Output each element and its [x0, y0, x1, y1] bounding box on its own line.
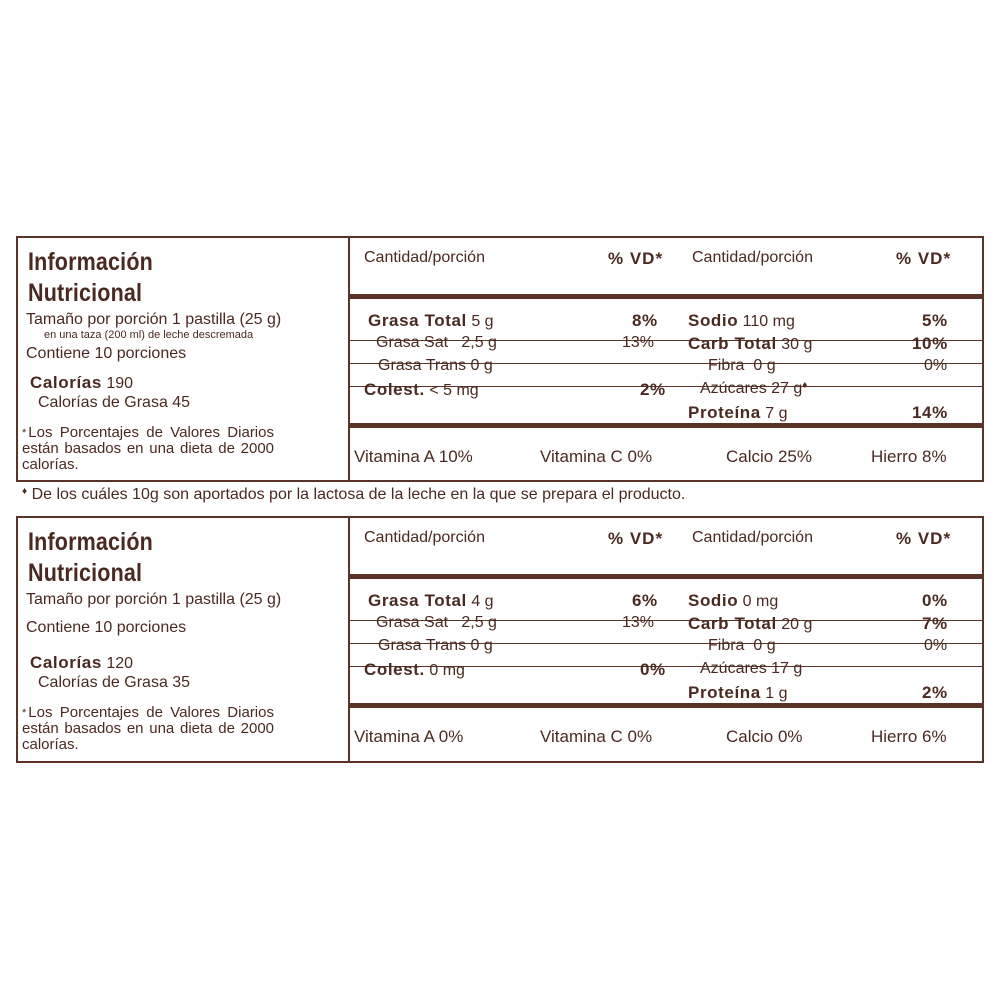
- vitamin-c: Vitamina C 0%: [540, 447, 653, 466]
- calories-value: 190: [106, 375, 134, 392]
- diamond-icon: ♦: [802, 380, 808, 391]
- protein-label: Proteína: [688, 683, 761, 702]
- dv-note: [22, 425, 274, 473]
- sat-fat-dv: 13%: [622, 614, 655, 631]
- header-amount-left: Cantidad/porción: [364, 529, 485, 546]
- dv-note: [22, 705, 274, 753]
- sugars-row: [700, 381, 807, 397]
- servings-per-container: Contiene 10 porciones: [26, 345, 187, 362]
- header-amount-right: Cantidad/porción: [692, 249, 813, 266]
- cholesterol-label: Colest.: [364, 380, 425, 399]
- protein-row: [688, 404, 788, 422]
- carb-value: 20 g: [781, 616, 813, 633]
- cholesterol-dv: 0%: [640, 660, 666, 679]
- vitamin-a: Vitamina A 10%: [354, 447, 473, 466]
- total-fat-row: [368, 312, 494, 330]
- carb-label: Carb Total: [688, 334, 777, 353]
- panel-title-line2: Nutricional: [28, 279, 143, 307]
- trans-fat: Grasa Trans 0 g: [378, 357, 493, 374]
- dv-note-text: Los Porcentajes de Valores Diarios están basados en una dieta de 2000 calorías.: [22, 424, 274, 473]
- total-fat-value: 4 g: [471, 593, 494, 610]
- fat-calories: Calorías de Grasa 45: [38, 394, 191, 411]
- header-amount-right: Cantidad/porción: [692, 529, 813, 546]
- sodium-value: 0 mg: [742, 593, 779, 610]
- calcium: Calcio 25%: [726, 447, 812, 466]
- dv-note-text: Los Porcentajes de Valores Diarios están basados en una dieta de 2000 calorías.: [22, 704, 274, 753]
- servings-per-container: Contiene 10 porciones: [26, 619, 187, 636]
- total-fat-dv: 6%: [632, 591, 658, 610]
- divider-thick: [348, 294, 982, 299]
- divider-vertical: [348, 518, 350, 761]
- total-fat-value: 5 g: [471, 313, 494, 330]
- cholesterol-row: [364, 381, 479, 399]
- asterisk-icon: *: [22, 427, 27, 439]
- protein-row: [688, 684, 788, 702]
- sodium-label: Sodio: [688, 311, 739, 330]
- vitamin-a: Vitamina A 0%: [354, 727, 464, 746]
- serving-note: en una taza (200 ml) de leche descremada: [44, 329, 254, 341]
- divider-vertical: [348, 238, 350, 480]
- iron: Hierro 8%: [871, 447, 947, 466]
- calories-label: Calorías: [30, 653, 102, 672]
- total-fat-row: [368, 592, 494, 610]
- vitamin-c: Vitamina C 0%: [540, 727, 653, 746]
- cholesterol-row: [364, 661, 465, 679]
- calories-label: Calorías: [30, 373, 102, 392]
- total-fat-label: Grasa Total: [368, 591, 467, 610]
- serving-size: Tamaño por porción 1 pastilla (25 g): [26, 591, 282, 608]
- panel-title-line1: Información: [28, 528, 153, 556]
- diamond-icon: ♦: [22, 486, 28, 497]
- header-dv-left: % VD*: [608, 529, 664, 548]
- protein-label: Proteína: [688, 403, 761, 422]
- panel-title-line2: Nutricional: [28, 559, 143, 587]
- header-dv-right: % VD*: [896, 529, 952, 548]
- carb-row: [688, 615, 812, 633]
- asterisk-icon: *: [22, 707, 27, 719]
- protein-dv: 2%: [922, 683, 948, 702]
- sodium-label: Sodio: [688, 591, 739, 610]
- sugars: Azúcares 27 g: [700, 380, 803, 397]
- header-dv-right: % VD*: [896, 249, 952, 268]
- fiber-dv: 0%: [924, 637, 948, 654]
- cholesterol-value: < 5 mg: [429, 382, 479, 399]
- serving-size: Tamaño por porción 1 pastilla (25 g): [26, 311, 282, 328]
- footnote-text: De los cuáles 10g son aportados por la lactosa de la leche en la que se prepara el producto.: [31, 486, 686, 503]
- panel-title-line1: Información: [28, 248, 153, 276]
- header-amount-left: Cantidad/porción: [364, 249, 485, 266]
- divider-thick: [348, 574, 982, 579]
- calories-row: [30, 654, 133, 672]
- sat-fat: Grasa Sat 2,5 g: [376, 614, 497, 631]
- divider-thick: [348, 423, 982, 428]
- protein-value: 7 g: [765, 405, 788, 422]
- carb-value: 30 g: [781, 336, 813, 353]
- total-fat-dv: 8%: [632, 311, 658, 330]
- fiber-dv: 0%: [924, 357, 948, 374]
- carb-dv: 10%: [912, 334, 948, 353]
- cholesterol-label: Colest.: [364, 660, 425, 679]
- iron: Hierro 6%: [871, 727, 947, 746]
- calories-value: 120: [106, 655, 134, 672]
- sodium-dv: 0%: [922, 591, 948, 610]
- sodium-row: [688, 312, 795, 330]
- sat-fat: Grasa Sat 2,5 g: [376, 334, 497, 351]
- fiber: Fibra 0 g: [708, 357, 776, 374]
- trans-fat: Grasa Trans 0 g: [378, 637, 493, 654]
- cholesterol-dv: 2%: [640, 380, 666, 399]
- calcium: Calcio 0%: [726, 727, 803, 746]
- divider-thick: [348, 703, 982, 708]
- total-fat-label: Grasa Total: [368, 311, 467, 330]
- nutrition-panel-2: [16, 516, 984, 763]
- sodium-row: [688, 592, 778, 610]
- sat-fat-dv: 13%: [622, 334, 655, 351]
- nutrition-panel-1: [16, 236, 984, 482]
- sugars: Azúcares 17 g: [700, 660, 803, 677]
- fat-calories: Calorías de Grasa 35: [38, 674, 191, 691]
- sodium-dv: 5%: [922, 311, 948, 330]
- protein-value: 1 g: [765, 685, 788, 702]
- carb-row: [688, 335, 812, 353]
- carb-label: Carb Total: [688, 614, 777, 633]
- carb-dv: 7%: [922, 614, 948, 633]
- header-dv-left: % VD*: [608, 249, 664, 268]
- cholesterol-value: 0 mg: [429, 662, 465, 679]
- fiber: Fibra 0 g: [708, 637, 776, 654]
- footnote: [22, 486, 685, 504]
- calories-row: [30, 374, 133, 392]
- protein-dv: 14%: [912, 403, 948, 422]
- sodium-value: 110 mg: [742, 313, 795, 330]
